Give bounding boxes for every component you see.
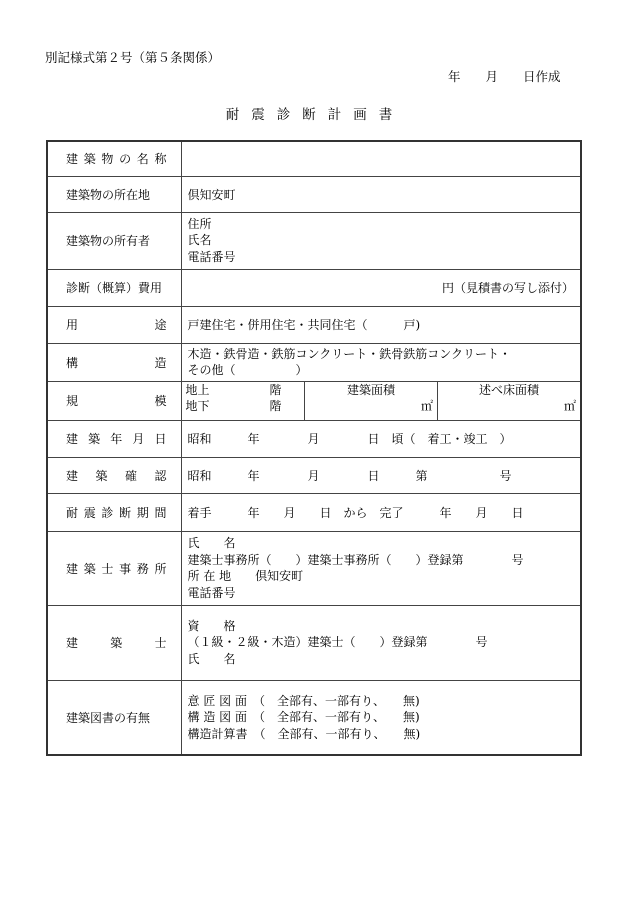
label-diagnosis-period: 耐震診断期間 [66, 505, 167, 520]
row-building-location [47, 176, 581, 212]
row-use [47, 306, 581, 343]
row-architect-office [47, 531, 581, 605]
label-architect-office: 建築士事務所 [66, 561, 167, 576]
building-area-label: 建築面積 [346, 382, 395, 397]
architect-registration-label: （１級・２級・木造）建築士（ ）登録第 号 [187, 635, 488, 650]
architect-field[interactable] [181, 605, 581, 680]
label-building-location: 建築物の所在地 [66, 187, 151, 202]
row-structure [47, 343, 581, 381]
building-name-field[interactable] [181, 141, 581, 176]
document-title: 耐震診断計画書 [225, 107, 405, 123]
label-architect: 建築士 [66, 636, 167, 650]
row-building-name [47, 141, 581, 176]
label-scale: 規模 [66, 394, 167, 408]
form-number: 別記様式第２号（第５条関係） [45, 50, 221, 65]
office-registration-label: 建築士事務所（ ）建築士事務所（ ）登録第 号 [187, 552, 524, 567]
architect-qualification-label: 資 格 [187, 618, 236, 633]
owner-phone-label: 電話番号 [187, 249, 236, 264]
architect-name-label: 氏 名 [187, 651, 236, 666]
label-built-date: 建築年月日 [66, 432, 167, 446]
row-scale [47, 381, 581, 420]
scale-field [181, 381, 581, 420]
floors-cell[interactable] [182, 382, 305, 420]
structure-options-line-2: その他（ ） [187, 363, 308, 377]
row-architect [47, 605, 581, 680]
building-location-field[interactable]: 倶知安町 [181, 176, 581, 212]
label-building-confirmation: 建築確認 [66, 468, 167, 483]
diagnosis-period-field[interactable]: 着手 年 月 日 から 完了 年 月 日 [181, 493, 581, 531]
confirmation-field[interactable]: 昭和 年 月 日 第 号 [181, 457, 581, 493]
drawings-field[interactable] [181, 680, 581, 755]
owner-field[interactable] [181, 212, 581, 269]
owner-address-label: 住所 [187, 216, 212, 231]
floor-area-cell[interactable] [438, 382, 581, 420]
building-area-cell[interactable] [305, 382, 438, 420]
label-structure: 構造 [66, 355, 167, 370]
seismic-diagnosis-form [46, 140, 582, 756]
structural-calc-option: 構造計算書 （ 全部有、一部有り、 無) [187, 726, 421, 741]
architect-office-field[interactable] [181, 531, 581, 605]
office-phone-label: 電話番号 [187, 585, 236, 600]
row-building-owner [47, 212, 581, 269]
row-diagnosis-period [47, 493, 581, 531]
row-diagnosis-fee [47, 269, 581, 306]
creation-date-line: 年 月 日作成 [448, 69, 561, 84]
scale-subtable [182, 382, 581, 420]
structure-options-line-1: 木造・鉄骨造・鉄筋コンクリート・鉄骨鉄筋コンクリート・ [187, 346, 512, 361]
use-field[interactable]: 戸建住宅・併用住宅・共同住宅（ 戸) [181, 306, 581, 343]
structural-drawings-option: 構 造 図 面 （ 全部有、一部有り、 無) [187, 710, 420, 724]
floor-area-unit: ㎡ [563, 399, 576, 413]
label-diagnosis-fee: 診断（概算）費用 [66, 281, 163, 295]
owner-name-label: 氏名 [187, 233, 212, 248]
diagnosis-fee-field[interactable]: 円（見積書の写し添付） [181, 269, 581, 306]
office-name-label: 氏 名 [187, 536, 236, 550]
label-building-name: 建築物の名称 [66, 152, 167, 167]
floors-below-label: 地下 階 [185, 399, 282, 413]
design-drawings-option: 意 匠 図 面 （ 全部有、一部有り、 無) [187, 693, 420, 708]
row-built-date [47, 420, 581, 457]
row-drawings [47, 680, 581, 755]
label-use: 用途 [66, 318, 167, 332]
structure-field[interactable] [181, 343, 581, 381]
built-date-field[interactable]: 昭和 年 月 日 頃（ 着工・竣工 ） [181, 420, 581, 457]
floor-area-label: 述べ床面積 [478, 382, 539, 397]
label-building-owner: 建築物の所有者 [66, 234, 151, 248]
floors-above-label: 地上 階 [185, 382, 282, 397]
building-area-unit: ㎡ [420, 399, 433, 413]
row-building-confirmation [47, 457, 581, 493]
office-address-label: 所 在 地 倶知安町 [187, 569, 304, 583]
label-drawings: 建築図書の有無 [66, 710, 151, 725]
